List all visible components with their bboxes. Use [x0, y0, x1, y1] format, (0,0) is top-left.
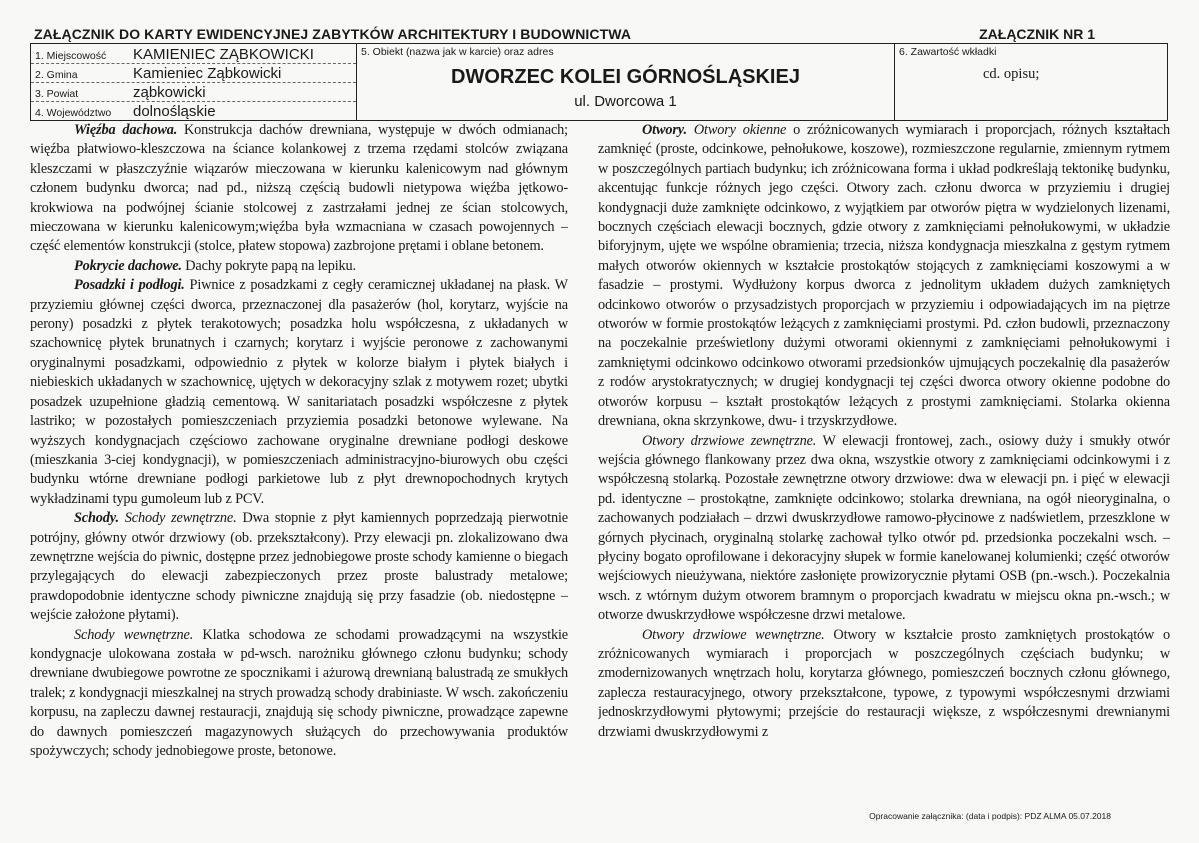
location-fields — [31, 44, 357, 120]
paragraph-text: Otwory w kształcie prosto zamkniętych prostokątów o zróżnicowanych wymiarach i proporcjach w poszczególnych częściach budynku; w zmodernizowanych wnętrzach holu, korytarza głównego, pomieszczeń bocznych członu głównego, zaplecza restauracyjnego, otwory przekształcone, typowe, z typowymi współczesnymi drzwiami jednoskrzydłowymi płytowymi; przejście do restauracji większe, z współczesnymi drewnianymi drzwiami dwuskrzydłowymi z — [598, 626, 1170, 740]
paragraph-schody-wewnetrzne — [30, 626, 568, 762]
field-value: ząbkowicki — [133, 84, 206, 101]
paragraph-subheading: Otwory drzwiowe wewnętrzne. — [642, 626, 825, 643]
paragraph-pokrycie — [30, 257, 568, 276]
paragraph-drzwi-zewnetrzne — [598, 432, 1170, 626]
document-title: ZAŁĄCZNIK DO KARTY EWIDENCYJNEJ ZABYTKÓW ARCHITEKTURY I BUDOWNICTWA — [34, 26, 632, 42]
field-miejscowosc — [31, 44, 356, 64]
paragraph-heading: Więźba dachowa. — [74, 122, 178, 138]
paragraph-heading: Posadzki i podłogi. — [74, 277, 185, 294]
field-label: 2. Gmina — [35, 69, 78, 81]
paragraph-text: Klatka schodowa ze schodami prowadzącymi na wszystkie kondygnacje ulokowana została w pd-wsch. narożniku głównego członu budynku; schody drewniane dwubiegowe powrotne ze spocznikami i ażurową drewnianą balustradą ze smukłych tralek; z kondygnacji mieszkalnej na strych prowadzą schody drabiniaste. W wsch. zakończeniu korpusu, na zapleczu dawnej restauracji, znajdują się schody piwniczne, prowadzące zapewne do dawnych pomieszczeń magazynowych służących do przechowywania produktów spożywczych; schody jednobiegowe proste, betonowe. — [30, 626, 568, 759]
footer-signature: Opracowanie załącznika: (data i podpis): PDZ ALMA 05.07.2018 — [869, 811, 1111, 821]
paragraph-subheading: Schody zewnętrzne. — [118, 510, 237, 527]
field-label: 3. Powiat — [35, 88, 79, 100]
contents-label: 6. Zawartość wkładki — [899, 46, 997, 58]
paragraph-heading: Pokrycie dachowe. — [74, 257, 182, 274]
paragraph-subheading: Otwory drzwiowe zewnętrzne. — [642, 432, 817, 449]
paragraph-wiezba — [30, 121, 568, 257]
attachment-number: ZAŁĄCZNIK NR 1 — [979, 26, 1095, 42]
field-gmina — [31, 63, 356, 83]
contents-cell — [895, 44, 1167, 120]
field-label: 1. Miejscowość — [35, 50, 107, 62]
paragraph-text: o zróżnicowanych wymiarach i proporcjach, różnych kształtach zamknięć (proste, odcinkowe, pełnołukowe, koszowe), rozmieszczone regularnie, zmiennym rytmem w poszczególnych partiach budynku; ich zróżnicowana forma i układ podkreślają tektonikę budynku, akcentując funkcje różnych jego części. Otwory zach. członu dworca w przyziemiu i drugiej kondygnacji duże zamknięte odcinkowo, z wyjątkiem par otworów piętra w wydzielonych lizenami, bocznych częściach elewacji bocznych, gdzie otwory z zamknięciami pełnołukowymi, w układzie biforyjnym, ujęte we wspólne obramienia; trzecia, niższa kondygnacja mieszkalna z gęstym rytmem małych otworów okiennych w kształcie prostokątów stojących z zamknięciami koszowymi a w fasadzie – prostymi. Wydłużony korpus dworca z jednolitym układem dużych zamkniętych odcinkowo otworów o przysadzistych proporcjach w przyziemiu i odpowiadających im na piętrze otworów w formie prostokątów leżących z zamknięciami prostymi. Pd. człon budowli, przeznaczony na poczekalnie prześwietlony dużymi otworami okiennymi z zamknięciami pełnołukowymi i zamkniętymi odcinkowo odcinkowo otworami przedsionków ujmujących poczekalnię dla pasażerów z rodów arystokratycznych; w drugiej kondygnacji tej części dworca otwory okienne podobne do otworów korpusu – kształt prostokątów leżących z prostymi zamknięciami. Stolarka okienna drewniana, okna skrzynkowe, dwu- i trzyskrzydłowe. — [598, 122, 1170, 430]
paragraph-text: Konstrukcja dachów drewniana, występuje w dwóch odmianach; więźba płatwiowo-kleszczowa na ściance kolankowej z trzema rzędami stolców związana kleszczami w płaszczyźnie wiązarów mieczowana w kierunku kalenicowym nad głównym członem budynku dworca; nad pd., niższą częścią budowli nietypowa więźba jętkowo-krokwiowa na podwójnej ścianie stolcowej z zastrzałami jednej ze ścian stolcowych, mieczowana w kierunku kalenicowym;więźba była wzmacniana w czasach powojennych – część elementów konstrukcji (stolce, płatew stopowa) zazbrojone prętami i oblane betonem. — [30, 122, 568, 255]
field-wojewodztwo — [31, 101, 356, 120]
field-value: dolnośląskie — [133, 103, 216, 120]
left-column — [30, 121, 568, 791]
field-powiat — [31, 82, 356, 102]
paragraph-posadzki — [30, 276, 568, 509]
paragraph-otwory — [598, 121, 1170, 432]
paragraph-subheading: Schody wewnętrzne. — [74, 626, 194, 643]
paragraph-schody-zewnetrzne — [30, 509, 568, 625]
header-table — [30, 43, 1168, 121]
contents-value: cd. opisu; — [983, 66, 1040, 82]
paragraph-text: W elewacji frontowej, zach., osiowy duży i smukły otwór wejścia głównego flankowany przez dwa okna, wszystkie otwory z zamknięciami odcinkowymi i z współczesną stolarką. Pozostałe zewnętrzne otwory drzwiowe: dwa w elewacji pn. i pięć w elewacji pd. identyczne – prostokątne, zamknięte odcinkowo; stolarka drewniana, na ogół nieoryginalna, o zachowanych podziałach – drzwi dwuskrzydłowe ramowo-płycinowe z nadświetlem, przeszklone w górnych płycinach, oryginalną stolarkę zachował tylko otwór pd. przedsionka poczekalni wsch. – płyciny bogato oprofilowane i dekoracyjny słupek w formie kanelowanej kolumienki; część otworów wejściowych nieużywana, niektóre zasłonięte prowizorycznie płytami OSB (pn.-wsch.). Poczekalnia wsch. z wtórnym dużym otworem bramnym o proporcjach kwadratu w miejscu okna pn.-wsch.; w otworze dwuskrzydłowe współczesne drzwi metalowe. — [598, 432, 1170, 624]
paragraph-text: Piwnice z posadzkami z cegły ceramicznej układanej na płask. W przyziemiu głównej części dworca, przeznaczonej dla pasażerów (hol, korytarz, wyjście na perony) posadzki z płytek terakotowych; posadzka holu współczesna, z układanych w szachownicę płytek brunatnych i czarnych; korytarz i wyjście peronowe z zachowanymi oryginalnymi posadzkami, odpowiednio z płytek w kolorze białym i płytek białych i niebieskich układanych w szachownicę, ujętych w dekoracyjny szlak z motywem rozet; ubytki posadzek uzupełnione gładzią cementową. W sanitariatach posadzki współczesne z płytek lastriko; w pozostałych pomieszczeniach przyziemia posadzki betonowe wylewane. Na wyższych kondygnacjach częściowo zachowane oryginalne drewniane podłogi deskowe (mieszkania 3-ciej kondygnacji), w pomieszczeniach administracyjno-biurowych obu części budynku wtórne drewniane podłogi parkietowe lub z płyt drewnopochodnych krytych wykładzinami typu gumoleum lub z PCV. — [30, 277, 568, 507]
right-column — [598, 121, 1170, 811]
paragraph-text: Dwa stopnie z płyt kamiennych poprzedzają pierwotnie potrójny, główny otwór drzwiowy (ob. przekształcony). Przy elewacji pn. zlokalizowano dwa zewnętrzne wejścia do piwnic, dostępne przez jednobiegowe proste schody kamienne o biegach przylegających do elewacji zabezpieczonych przez proste balustrady metalowe; prawdopodobnie identyczne schody piwniczne znajdują się przy fasadzie (ob. niedostępne – wejście założone płytami). — [30, 510, 568, 624]
field-value: KAMIENIEC ZĄBKOWICKI — [133, 46, 314, 63]
object-name: DWORZEC KOLEI GÓRNOŚLĄSKIEJ — [451, 66, 800, 88]
paragraph-heading: Otwory. — [642, 122, 687, 138]
paragraph-text: Dachy pokryte papą na lepiku. — [181, 257, 356, 274]
paragraph-subheading: Otwory okienne — [686, 122, 787, 138]
paragraph-drzwi-wewnetrzne — [598, 626, 1170, 742]
field-value: Kamieniec Ząbkowicki — [133, 65, 282, 82]
field-label: 4. Województwo — [35, 107, 112, 119]
object-cell — [357, 44, 895, 120]
paragraph-heading: Schody. — [74, 510, 119, 527]
object-address: ul. Dworcowa 1 — [574, 93, 677, 110]
object-label: 5. Obiekt (nazwa jak w karcie) oraz adres — [361, 46, 554, 58]
